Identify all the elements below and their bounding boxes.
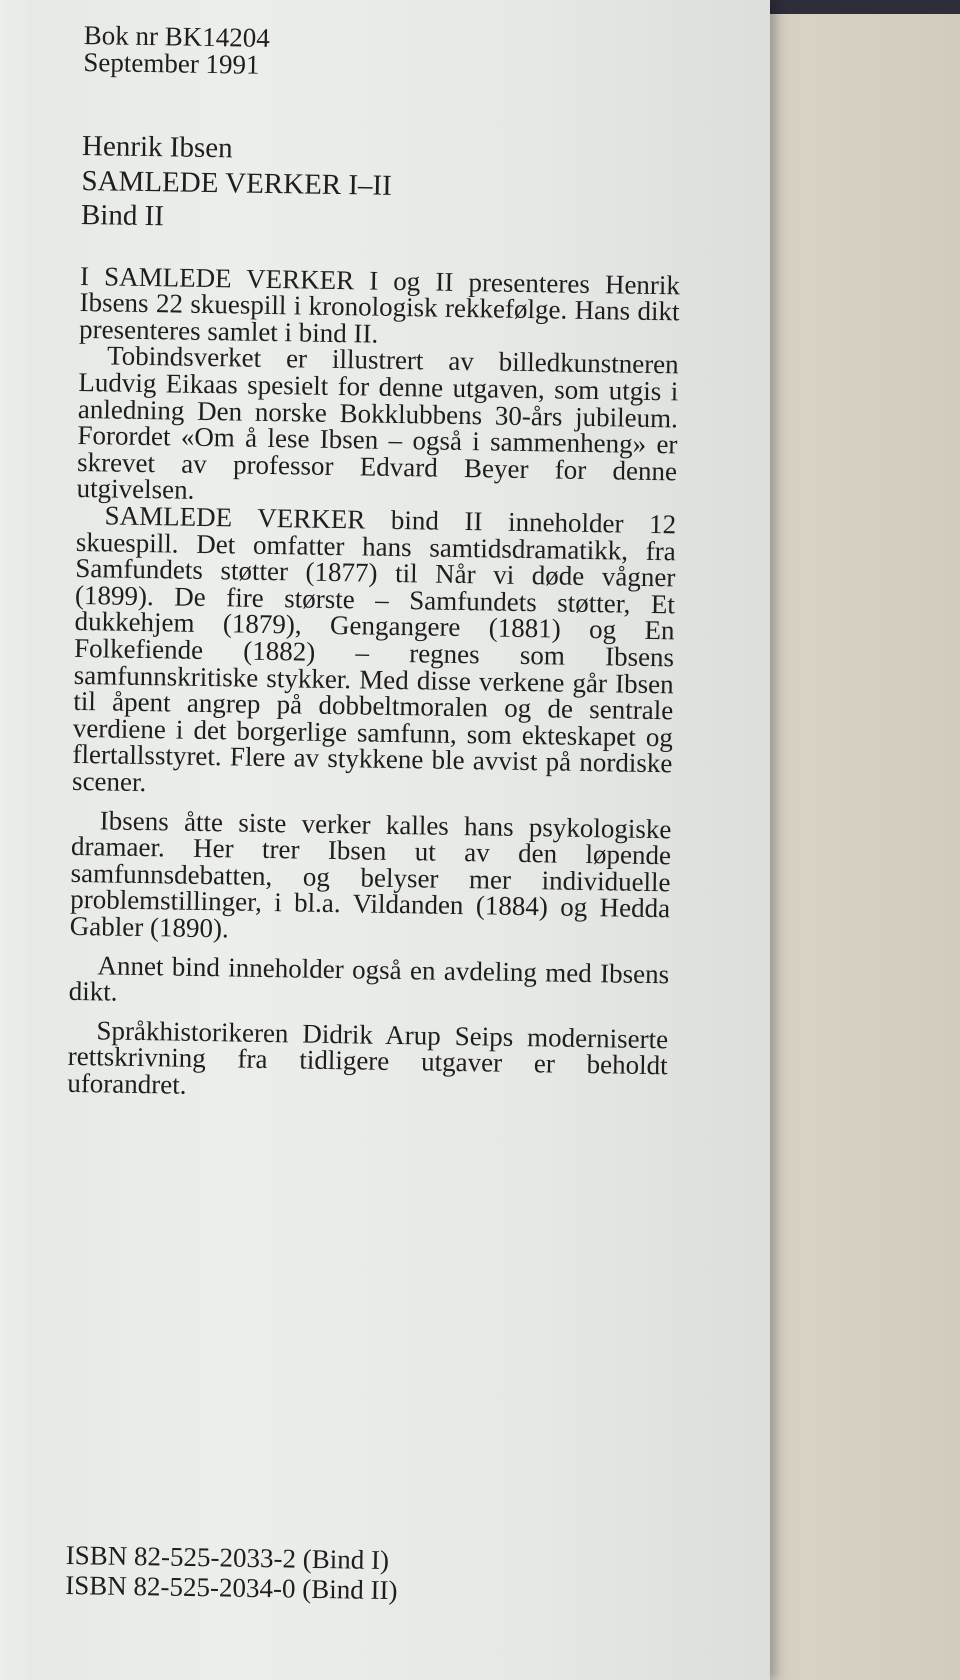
paragraph-orthography: Språkhistorikeren Didrik Arup Seips moderniserte rettskrivning fra tidligere utgaver er beholdt uforandret. xyxy=(67,1015,669,1100)
description xyxy=(67,260,681,1106)
volume-label: Bind II xyxy=(80,199,165,233)
title-block xyxy=(81,129,683,242)
work-title: SAMLEDE VERKER I–II xyxy=(81,164,393,202)
paragraph-illustrations: Tobindsverket er illustrert av billedkunstneren Ludvig Eikaas spesielt for denne utgaven, som utgis i anledning Den norske Bokklubbens 30-års jubileum. Forordet «Om å lese Ibsen – også i sammenheng» er skrevet av professor Edvard Beyer for denne utgivelsen. xyxy=(76,340,679,506)
isbn-bind-2: ISBN 82-525-2034-0 (Bind II) xyxy=(65,1569,398,1606)
flap-text xyxy=(67,22,684,1106)
paragraph-psychological: Ibsens åtte siste verker kalles hans psykologiske dramaer. Her trer Ibsen ut av den løpende samfunnsdebatten, og belyser mer individuelle problemstillinger, i bl.a. Vildanden (1884) og Hedda Gabler (1890). xyxy=(69,804,672,944)
author-name: Henrik Ibsen xyxy=(81,130,233,165)
paragraph-contents: SAMLEDE VERKER bind II inneholder 12 skuespill. Det omfatter hans samtidsdramatikk, fra Samfundets støtter (1877) til Når vi døde vågner (1899). De fire største – Samfundets støtter, Et dukkehjem (1879), Gengangere (1881) og En Folkefiende (1882) – regnes som Ibsens samfunnskritiske stykker. Med disse verkene går Ibsen til åpent angrep på dobbeltmoralen og de sentrale verdiene i det borgerlige samfunn, som ekteskapet og flertallsstyret. Flere av stykkene ble avvist på nordiske scener. xyxy=(71,500,677,798)
isbn-block xyxy=(65,1540,566,1608)
isbn-bind-1: ISBN 82-525-2033-2 (Bind I) xyxy=(65,1540,390,1576)
flap-edge-highlight xyxy=(0,0,30,1680)
book-number: Bok nr BK14204 xyxy=(83,20,271,53)
publication-date: September 1991 xyxy=(83,46,260,80)
dark-background xyxy=(760,0,960,14)
publication-info xyxy=(83,22,684,85)
paragraph-poems: Annet bind inneholder også en avdeling med Ibsens dikt. xyxy=(68,949,670,1007)
paragraph-intro: I SAMLEDE VERKER I og II presenteres Henrik Ibsens 22 skuespill i kronologisk rekkefølge. Hans dikt presenteres samlet i bind II. xyxy=(78,260,681,349)
